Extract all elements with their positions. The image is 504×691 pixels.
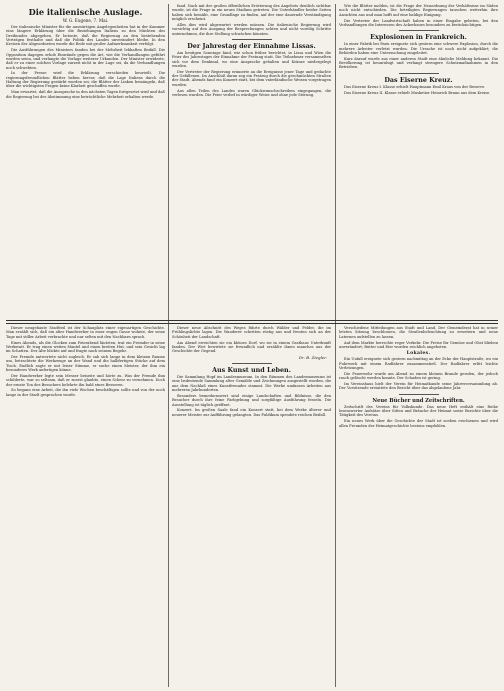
- newspaper-page: [6, 4, 498, 687]
- paragraph: Ein neues Werk über die Geschichte der Stadt ist soeben erschienen und wird allen Freunden der Heimatgeschichte bestens empfohlen.: [339, 419, 498, 428]
- feuilleton-story: [6, 326, 165, 687]
- paragraph: Der Vertreter der Regierung erinnerte an die Ereignisse jener Tage und gedachte der Gefallenen. Im Anschluß daran zog ein Festzug durch die geschmückten Straßen der Stadt. Abends fand ein Konzert statt, bei dem vaterländische Weisen vorgetragen wurden.: [172, 69, 331, 87]
- section-label: Lokales.: [406, 351, 431, 357]
- separator: [232, 39, 272, 40]
- paragraph: Dieser neugebaute Stadtteil ist der Schauplatz einer eigenartigen Geschichte. Man erzählt sich, daß ein alter Handwerker in einer engen Gasse wohnte, der seine Tage mit stiller Arbeit verbrachte und nur selten mit den Nachbarn sprach.: [6, 326, 165, 339]
- column-right-top: [339, 4, 498, 316]
- paragraph: In der Presse wird die Erklärung verschieden beurteilt. Die regierungsfreundlichen Blätter heben hervor, daß die Lage Italiens durch die Haltung der Regierung gestärkt worden sei; die Blätter der Linken bemängeln, daß über die wichtigsten Fragen keine Klarheit geschaffen wurde.: [6, 71, 165, 89]
- paragraph: Wie die Blätter melden, ist die Frage der Neuordnung der Verhältnisse im Süden noch nicht entschieden. Die beteiligten Regierungen tauschen weiterhin ihre Ansichten aus und man hofft auf eine baldige Einigung.: [339, 4, 498, 17]
- paragraph: Im Vereinshaus hielt der Verein für Heimatkunde seine Jahresversammlung ab. Der Vorsitzende erstattete den Bericht über das abgelaufene Jahr.: [339, 381, 498, 391]
- paragraph: Am heutigen Sonntage fand, wie schon früher berichtet, in Lissa und Wien die Feier des Jahrestages der Einnahme der Festung statt. Die Teilnehmer versammelten sich vor dem Denkmal, wo eine Ansprache gehalten und Kränze niedergelegt wurden.: [172, 50, 331, 68]
- article-italienische-auslage: [6, 4, 165, 316]
- column-right-bottom: [339, 326, 498, 687]
- column-divider: [335, 4, 336, 687]
- section-title: Neue Bücher und Zeitschriften.: [372, 397, 465, 404]
- article-title: Die italienische Auslage.: [28, 7, 143, 17]
- column-middle-top: [172, 4, 331, 316]
- paragraph: Das Eiserne Kreuz II. Klasse erhielt Musketier Heinrich Braun aus dem Kreise.: [344, 90, 491, 95]
- paragraph: Eines Abends, als die Glocken zum Feierabend läuteten, trat ein Fremder in seine Werkstatt. Er trug einen weiten Mantel und einen breiten Hut, und sein Gesicht lag im Schatten. Der Alte blickte auf und fragte nach seinem Begehr.: [6, 340, 165, 354]
- author-signature: Dr. B. Ziegler.: [298, 355, 327, 361]
- section-title: Aus Kunst und Leben.: [212, 366, 291, 375]
- article-title: Der Jahrestag der Einnahme Lissas.: [187, 41, 316, 50]
- paragraph: Alles dies wird abgewartet werden müssen. Die italienische Regierung wird vorsichtig auf den Ausgang der Besprechungen achten und nicht voreilig Schritte unternehmen, die ihre Stellung schwächen könnten.: [172, 22, 331, 36]
- column-divider: [168, 4, 169, 687]
- paragraph: Man erwartet, daß die Aussprache in den nächsten Tagen fortgesetzt wird und daß die Regierung bei der Abstimmung eine beträchtliche Mehrheit erhalten werde.: [6, 90, 165, 99]
- paragraph: Besonders bemerkenswert sind einige Landschaften und Bildnisse, die den Besucher durch ihre feine Farbgebung und sorgfältige Ausführung fesseln. Die Ausstellung ist täglich geöffnet.: [172, 393, 331, 407]
- paragraph: Dieser neue Abschnitt des Weges führte durch Wälder und Felder, die im Frühlingslichte lagen. Die Wanderer schritten rüstig aus und freuten sich an der Schönheit der Landschaft.: [172, 326, 331, 339]
- article-title: Das Eiserne Kreuz.: [384, 75, 453, 84]
- paragraph: Die Feuerwehr wurde am Abend zu einem kleinen Brande gerufen, der jedoch rasch gelöscht werden konnte. Der Schaden ist gering.: [339, 371, 498, 381]
- column-middle-bottom: [172, 326, 331, 687]
- feuilleton-divider: [6, 320, 498, 324]
- paragraph: Der italienische Minister für die auswärtigen Angelegenheiten hat in der Kammer eine längere Erklärung über die Beziehungen Italiens zu den Mächten des Dreibundes abgegeben. Er betonte, daß die Regierung an den bestehenden Verträgen festhalte und daß die Politik des Landes unverändert bleibe. In den Kreisen der Abgeordneten wurde die Rede mit großer Aufmerksamkeit verfolgt.: [6, 25, 165, 47]
- paragraph: In einer Fabrik bei Paris ereignete sich gestern eine schwere Explosion, durch die mehrere Arbeiter verletzt wurden. Die Ursache ist noch nicht aufgeklärt; die Behörden haben eine Untersuchung eingeleitet.: [339, 42, 498, 55]
- separator: [232, 363, 272, 364]
- paragraph: Verschiedene Mitteilungen aus Stadt und Land. Der Gemeinderat hat in seiner letzten Sitzung beschlossen, die Straßenbeleuchtung zu erweitern und neue Laternen aufstellen zu lassen.: [339, 326, 498, 339]
- paragraph: Der Fremde antwortete nicht sogleich. Er sah sich lange in dem kleinen Raume um, betrachtete die Werkzeuge an der Wand und die halbfertigen Stücke auf dem Tisch. Endlich sagte er mit leiser Stimme, er suche einen Meister, der ihm ein besonderes Werk anfertigen könne.: [6, 355, 165, 373]
- separator: [399, 73, 439, 74]
- paragraph: Ein Unfall ereignete sich gestern nachmittag an der Ecke der Hauptstraße, wo ein Fuhrwerk mit einem Radfahrer zusammenstieß. Der Radfahrer erlitt leichte Verletzungen.: [339, 357, 498, 370]
- paragraph: So begann eine Arbeit, die ihn viele Wochen beschäftigen sollte und von der noch lange in der Stadt gesprochen wurde.: [6, 388, 165, 397]
- paragraph: Konzert. Im großen Saale fand ein Konzert statt, bei dem Werke älterer und neuerer Meister zur Aufführung gelangten. Das Publikum spendete reichen Beifall.: [172, 408, 331, 417]
- separator: [399, 394, 439, 395]
- separator: [399, 30, 439, 31]
- paragraph: Auf dem Markte herrschte reger Verkehr. Die Preise für Gemüse und Obst blieben unverändert; Butter und Eier wurden reichlich angeboten.: [339, 340, 498, 349]
- paragraph: Die Sammlung Hopf im Landesmuseum. In den Räumen des Landesmuseums ist eine bedeutende Sammlung alter Gemälde und Zeichnungen ausgestellt worden, die aus dem Nachlaß eines Kunstfreundes stammt. Die Werke umfassen Arbeiten aus mehreren Jahrhunderten.: [172, 375, 331, 393]
- paragraph: Am Abend erreichten sie ein kleines Dorf, wo sie in einem Gasthaus Unterkunft fanden. Der Wirt bewirtete sie freundlich und erzählte ihnen manches aus der Geschichte der Gegend.: [172, 340, 331, 354]
- paragraph: Der Handwerker legte sein Messer beiseite und hörte zu. Was der Fremde ihm schilderte, war so seltsam, daß er zuerst glaubte, einen Scherz zu vernehmen. Doch der ernste Ton des Besuchers belehrte ihn bald eines Besseren.: [6, 373, 165, 387]
- article-byline: W. G. Eugene, 7. Mai.: [62, 18, 109, 23]
- paragraph: Die Ausführungen des Ministers fanden bei der Mehrheit lebhaften Beifall. Die Opposition dagegen erhob Einwände gegen die Art, wie die Verhandlungen geführt worden seien, und verlangte die Vorlage weiterer Urkunden. Der Minister erwiderte, daß er zu einer solchen Vorlage zurzeit nicht in der Lage sei, da die Verhandlungen noch schwebten.: [6, 48, 165, 70]
- paragraph: Kurz darauf wurde aus einer anderen Stadt eine ähnliche Meldung bekannt. Die Bevölkerung ist beunruhigt und verlangt strengere Schutzmaßnahmen in den Betrieben.: [339, 56, 498, 70]
- paragraph: Zeitschrift des Vereins für Volkskunde. Das neue Heft enthält eine Reihe lesenswerter Aufsätze über Sitten und Bräuche der Heimat sowie Berichte über die Tätigkeit des Vereins.: [339, 404, 498, 418]
- paragraph: Die Vertreter der Landwirtschaft haben in einer Eingabe gebeten, bei den Verhandlungen die Interessen des Ackerbaues besonders zu berücksichtigen.: [339, 18, 498, 27]
- article-title: Explosionen in Frankreich.: [370, 33, 467, 42]
- paragraph: Aus allen Teilen des Landes waren Glückwunschschreiben eingegangen, die verlesen wurden. Die Feier verlief in würdiger Weise und ohne jede Störung.: [172, 88, 331, 97]
- paragraph: fand. Nach mit der großen öffentlichen Erörterung des Angebots deutlich sichtbar wurde, ist die Frage in ein neues Stadium getreten. Die Unterhändler beider Seiten haben sich bemüht, eine Grundlage zu finden, auf der eine dauernde Verständigung möglich erscheint.: [172, 4, 331, 22]
- paragraph: Das Eiserne Kreuz I. Klasse erhielt Hauptmann Emil Kraus von der Reserve.: [344, 84, 486, 89]
